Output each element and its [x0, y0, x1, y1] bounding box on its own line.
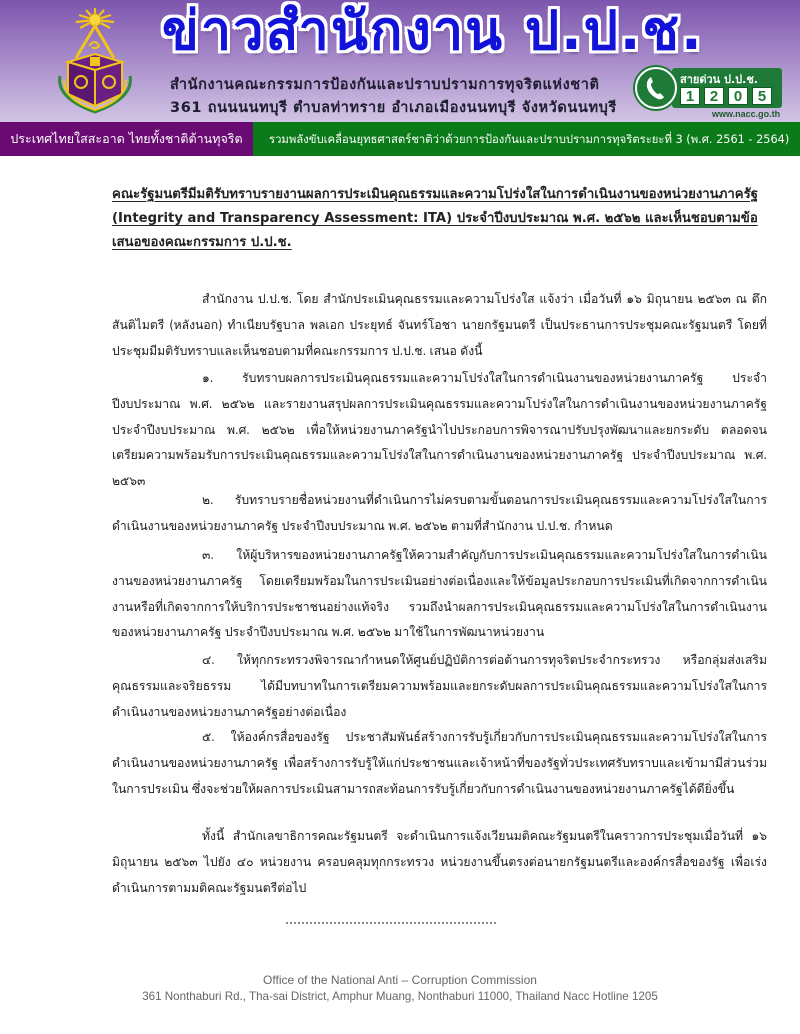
slogan-right: รวมพลังขับเคลื่อนยุทธศาสตร์ชาติว่าด้วยการป้องกันและปราบปรามการทุจริตระยะที่ 3 (พ.ศ. 2561 - 2564) [253, 122, 800, 156]
article-paragraph [112, 543, 767, 646]
paragraph-text: ๕. ให้องค์กรสื่อของรัฐ ประชาสัมพันธ์สร้างการรับรู้เกี่ยวกับการประเมินคุณธรรมและความโปร่งใสในการดำเนินงานของหน่วยงานภาครัฐ เพื่อสร้างการรับรู้ให้แก่ประชาชนและเจ้าหน้าที่ของรัฐทั่วประเทศรับทราบและเข้ามามีส่วนร่วมในการประเมิน ซึ่งจะช่วยให้ผลการประเมินสามารถสะท้อนการรับรู้เกี่ยวกับการดำเนินงานของหน่วยงานภาครัฐได้ดียิ่งขึ้น [112, 730, 767, 796]
article-paragraph [112, 824, 767, 901]
footer-address: 361 Nonthaburi Rd., Tha-sai District, Amphur Muang, Nonthaburi 11000, Thailand Nacc Hotline 1205 [142, 990, 658, 1003]
slogan-stripe [0, 122, 800, 156]
hotline-label: สายด่วน ป.ป.ช. [680, 73, 758, 86]
article-paragraph [112, 725, 767, 802]
website-url[interactable]: www.nacc.go.th [712, 109, 781, 119]
hotline-plate [672, 68, 782, 108]
header-banner [0, 0, 800, 122]
paragraph-text: ทั้งนี้ สำนักเลขาธิการคณะรัฐมนตรี จะดำเนินการแจ้งเวียนมติคณะรัฐมนตรีในคราวการประชุมเมื่อวันที่ ๑๖ มิถุนายน ๒๕๖๓ ไปยัง ๔๐ หน่วยงาน ครอบคลุมทุกกระทรวง หน่วยงานขึ้นตรงต่อนายกรัฐมนตรีและองค์กรสื่อของรัฐ เพื่อเร่งดำเนินการตามมติคณะรัฐมนตรีต่อไป [112, 829, 767, 895]
hotline-digit: 5 [752, 87, 772, 105]
hotline-badge[interactable] [632, 64, 790, 122]
article-paragraph [112, 648, 767, 725]
article-headline: คณะรัฐมนตรีมีมติรับทราบรายงานผลการประเมินคุณธรรมและความโปร่งใสในการดำเนินงานของหน่วยงานภาครัฐ (Integrity and Transparency Assessment: ITA) ประจำปีงบประมาณ พ.ศ. ๒๕๖๒ และเห็นชอบตามข้อเสนอของคณะกรรมการ ป.ป.ช. [112, 187, 758, 250]
hotline-number [680, 87, 772, 105]
paragraph-text: สำนักงาน ป.ป.ช. โดย สำนักประเมินคุณธรรมและความโปร่งใส แจ้งว่า เมื่อวันที่ ๑๖ มิถุนายน ๒๕๖๓ ณ ตึกสันติไมตรี (หลังนอก) ทำเนียบรัฐบาล พลเอก ประยุทธ์ จันทร์โอชา นายกรัฐมนตรี เป็นประธานการประชุมคณะรัฐมนตรี โดยที่ประชุมมีมติรับทราบและเห็นชอบตามที่คณะกรรมการ ป.ป.ช. เสนอ ดังนี้ [112, 292, 767, 358]
org-address: 361 ถนนนนทบุรี ตำบลท่าทราย อำเภอเมืองนนทบุรี จังหวัดนนทบุรี [170, 100, 617, 116]
hotline-digit: 1 [680, 87, 700, 105]
paragraph-text: ๒. รับทราบรายชื่อหน่วยงานที่ดำเนินการไม่ครบตามขั้นตอนการประเมินคุณธรรมและความโปร่งใสในการดำเนินงานของหน่วยงานภาครัฐ ประจำปีงบประมาณ พ.ศ. ๒๕๖๒ ตามที่สำนักงาน ป.ป.ช. กำหนด [112, 493, 767, 533]
hotline-digit: 2 [704, 87, 724, 105]
article-paragraph [112, 287, 767, 364]
footer-org-name: Office of the National Anti – Corruption Commission [263, 973, 537, 987]
article-paragraph [112, 488, 767, 540]
paragraph-text: ๓. ให้ผู้บริหารของหน่วยงานภาครัฐให้ความสำคัญกับการประเมินคุณธรรมและความโปร่งใสในการดำเนินงานของหน่วยงานภาครัฐ โดยเตรียมพร้อมในการประเมินอย่างต่อเนื่องและให้ข้อมูลประกอบการประเมินที่เกิดจากการดำเนินงานหรือที่เกิดจากการให้บริการประชาชนอย่างแท้จริง รวมถึงนำผลการประเมินคุณธรรมและความโปร่งใสในการดำเนินงานของหน่วยงานภาครัฐ ประจำปีงบประมาณ พ.ศ. ๒๕๖๒ มาใช้ในการพัฒนาหน่วยงาน [112, 548, 767, 640]
dotted-divider [286, 922, 496, 924]
phone-icon [635, 67, 677, 109]
paragraph-text: ๑. รับทราบผลการประเมินคุณธรรมและความโปร่งใสในการดำเนินงานของหน่วยงานภาครัฐ ประจำปีงบประมาณ พ.ศ. ๒๕๖๒ และรายงานสรุปผลการประเมินคุณธรรมและความโปร่งใสในการดำเนินงานของหน่วยงานภาครัฐ ประจำปีงบประมาณ พ.ศ. ๒๕๖๒ เพื่อให้หน่วยงานภาครัฐนำไปประกอบการพิจารณาปรับปรุงพัฒนาและยกระดับ ตลอดจนเตรียมความพร้อมรับการประเมินคุณธรรมและความโปร่งใสในการดำเนินงานของหน่วยงานภาครัฐ ประจำปีงบประมาณ พ.ศ. ๒๕๖๓ [112, 371, 767, 489]
hotline-digit: 0 [728, 87, 748, 105]
org-name: สำนักงานคณะกรรมการป้องกันและปราบปรามการทุจริตแห่งชาติ [170, 77, 600, 93]
paragraph-text: ๔. ให้ทุกกระทรวงพิจารณากำหนดให้ศูนย์ปฏิบัติการต่อต้านการทุจริตประจำกระทรวง หรือกลุ่มส่งเสริมคุณธรรมและจริยธรรม ได้มีบทบาทในการเตรียมความพร้อมและยกระดับผลการประเมินคุณธรรมและความโปร่งใสในการดำเนินงานของหน่วยงานภาครัฐอย่างต่อเนื่อง [112, 653, 767, 719]
article-paragraph [112, 366, 767, 495]
nacc-emblem-icon [54, 6, 136, 118]
masthead-title: ข่าวสำนักงาน ป.ป.ช. [162, 0, 704, 62]
slogan-left: ประเทศไทยใสสะอาด ไทยทั้งชาติต้านทุจริต [0, 122, 253, 156]
